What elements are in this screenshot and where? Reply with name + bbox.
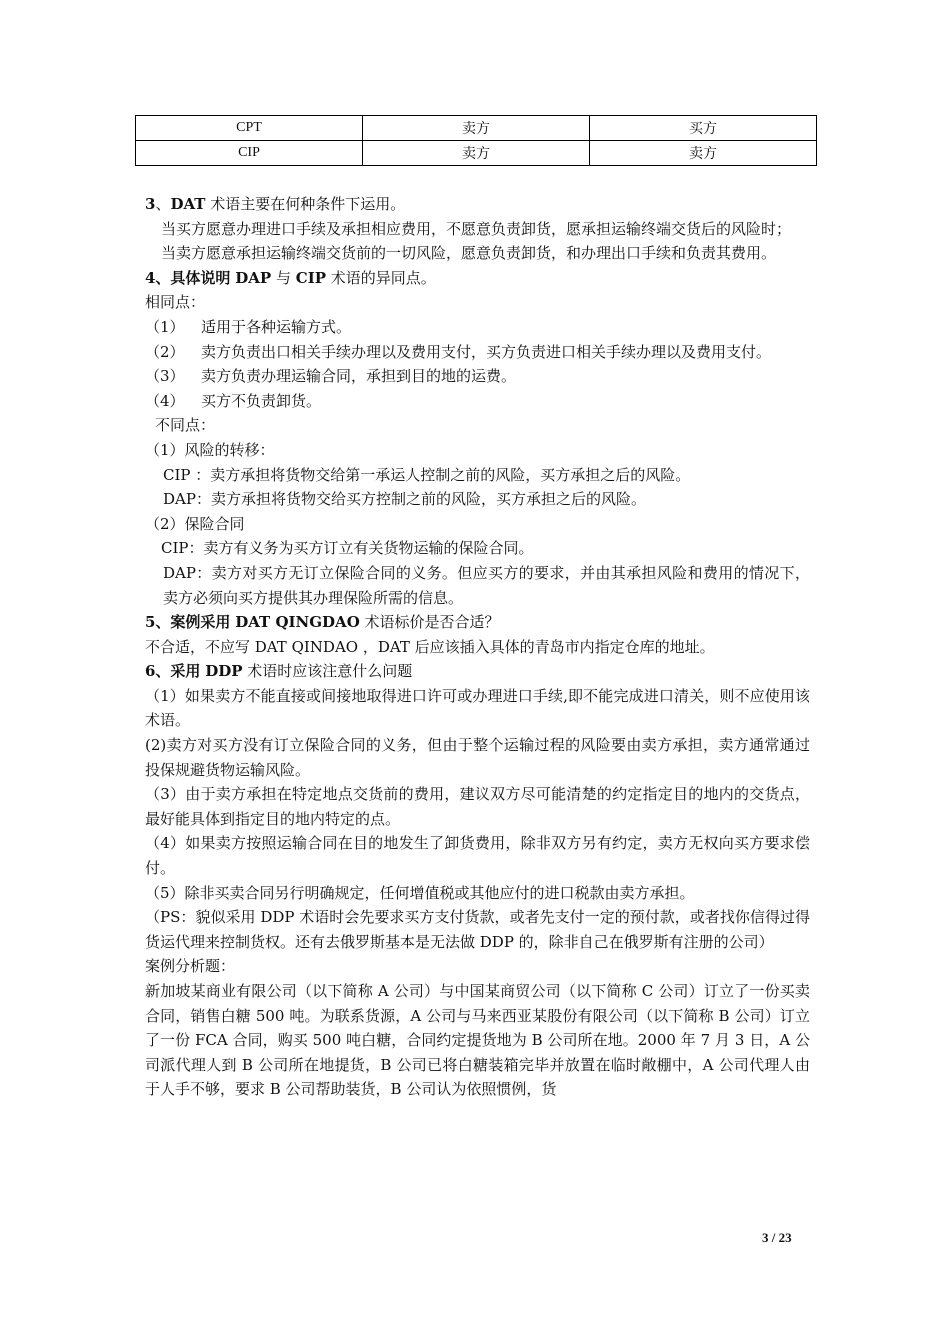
heading-text: 5、案例采用 — [145, 613, 231, 632]
heading-text: 术语时应该注意什么问题 — [247, 662, 413, 681]
question-5-heading — [145, 610, 810, 635]
heading-text: 术语的异同点。 — [330, 268, 436, 287]
heading-text: 4、具体说明 — [145, 268, 231, 287]
term: DAP — [235, 268, 272, 287]
same-points-label: 相同点： — [145, 293, 206, 312]
paragraph: 新加坡某商业有限公司（以下简称 A 公司）与中国某商贸公司（以下简称 C 公司）订立了一份买卖合同，销售白糖 500 吨。为联系货源，A 公司与马来西亚某股份有限公司（以下简称 B 公司）订立了一份 FCA 合同，购买 500 吨白糖，合同约定提货地为 B 公司所在地。2000 年 7 月 3 日，A 公司派代理人到 B 公司所在地提货，B 公司已将白糖装箱完毕并放置在临时敞棚中，A 公司代理人由于人手不够，要求 B 公司帮助装货，B 公司认为依照惯例，货 — [145, 982, 810, 1099]
term: DAT QINGDAO — [235, 613, 360, 632]
page-number — [762, 1230, 792, 1246]
question-6-heading — [145, 659, 810, 684]
table-row — [136, 116, 817, 141]
list-text: 卖方负责出口相关手续办理以及费用支付，买方负责进口相关手续办理以及费用支付。 — [201, 342, 772, 361]
paragraph: CIP：卖方有义务为买方订立有关货物运输的保险合同。 — [161, 539, 534, 558]
paragraph: DAP：卖方承担将货物交给买方控制之前的风险，买方承担之后的风险。 — [163, 490, 646, 509]
paragraph: （1）如果卖方不能直接或间接地取得进口许可或办理进口手续,即不能完成进口清关，则不应使用该术语。 — [145, 686, 810, 730]
paragraph: 当买方愿意办理进口手续及承担相应费用，不愿意负责卸货，愿承担运输终端交货后的风险时； — [161, 219, 792, 238]
table-cell: 卖方 — [363, 116, 590, 141]
separator: / — [768, 1230, 779, 1245]
paragraph: CIP ：卖方承担将货物交给第一承运人控制之前的风险，买方承担之后的风险。 — [163, 465, 691, 484]
table-cell: 卖方 — [590, 141, 817, 166]
term: CIP — [295, 268, 326, 287]
paragraph: DAP：卖方对买方无订立保险合同的义务。但应买方的要求，并由其承担风险和费用的情况下，卖方必须向买方提供其办理保险所需的信息。 — [163, 563, 810, 607]
table-cell: 买方 — [590, 116, 817, 141]
paragraph: 不合适，不应写 DAT QINDAO ，DAT 后应该插入具体的青岛市内指定仓库的地址。 — [145, 637, 715, 656]
paragraph: （PS：貌似采用 DDP 术语时会先要求买方支付货款，或者先支付一定的预付款，或者找你信得过得货运代理来控制货权。还有去俄罗斯基本是无法做 DDP 的，除非自己在俄罗斯有注册的公司） — [145, 908, 810, 951]
list-number: （2） — [145, 342, 185, 361]
current-page: 3 — [762, 1230, 769, 1245]
terms-table — [135, 115, 817, 166]
paragraph: （4）如果卖方按照运输合同在目的地发生了卸货费用，除非双方另有约定，卖方无权向买方要求偿付。 — [145, 834, 810, 878]
paragraph: （5）除非买卖合同另行明确规定，任何增值税或其他应付的进口税款由卖方承担。 — [145, 883, 695, 902]
insurance-label: （2）保险合同 — [145, 514, 245, 533]
heading-text: 与 — [275, 268, 291, 287]
heading-text: 6、采用 — [145, 662, 201, 681]
table-cell: CPT — [136, 116, 363, 141]
paragraph: （3）由于卖方承担在特定地点交货前的费用，建议双方尽可能清楚的约定指定目的地内的交货点，最好能具体到指定目的地内特定的点。 — [145, 785, 810, 828]
risk-transfer-label: （1）风险的转移： — [145, 440, 275, 459]
list-number: （1） — [145, 317, 185, 336]
case-label: 案例分析题： — [145, 957, 236, 976]
question-4-heading — [145, 266, 810, 291]
table-cell: 卖方 — [363, 141, 590, 166]
paragraph: (2)卖方对买方没有订立保险合同的义务，但由于整个运输过程的风险要由卖方承担，卖方通常通过投保规避货物运输风险。 — [145, 736, 810, 779]
table-row — [136, 141, 817, 166]
list-item — [145, 315, 810, 340]
table-cell: CIP — [136, 141, 363, 166]
separator: 、 — [155, 195, 171, 213]
question-title: 术语主要在何种条件下运用。 — [210, 195, 406, 213]
total-pages: 23 — [778, 1230, 792, 1245]
heading-text: 术语标价是否合适？ — [359, 613, 500, 632]
term: DAT — [170, 195, 206, 213]
list-text: 适用于各种运输方式。 — [201, 317, 352, 336]
term: DDP — [205, 662, 243, 681]
question-number: 3 — [145, 195, 156, 213]
list-text: 卖方负责办理运输合同，承担到目的地的运费。 — [201, 367, 517, 386]
list-item — [145, 340, 810, 365]
list-number: （4） — [145, 391, 185, 410]
list-item — [145, 364, 810, 389]
list-item — [145, 389, 810, 414]
question-3-heading — [145, 192, 810, 217]
list-text: 买方不负责卸货。 — [201, 391, 322, 410]
paragraph: 当卖方愿意承担运输终端交货前的一切风险，愿意负责卸货，和办理出口手续和负责其费用。 — [161, 244, 777, 263]
diff-points-label: 不同点： — [155, 416, 216, 435]
document-body — [145, 192, 810, 1102]
list-number: （3） — [145, 367, 185, 386]
